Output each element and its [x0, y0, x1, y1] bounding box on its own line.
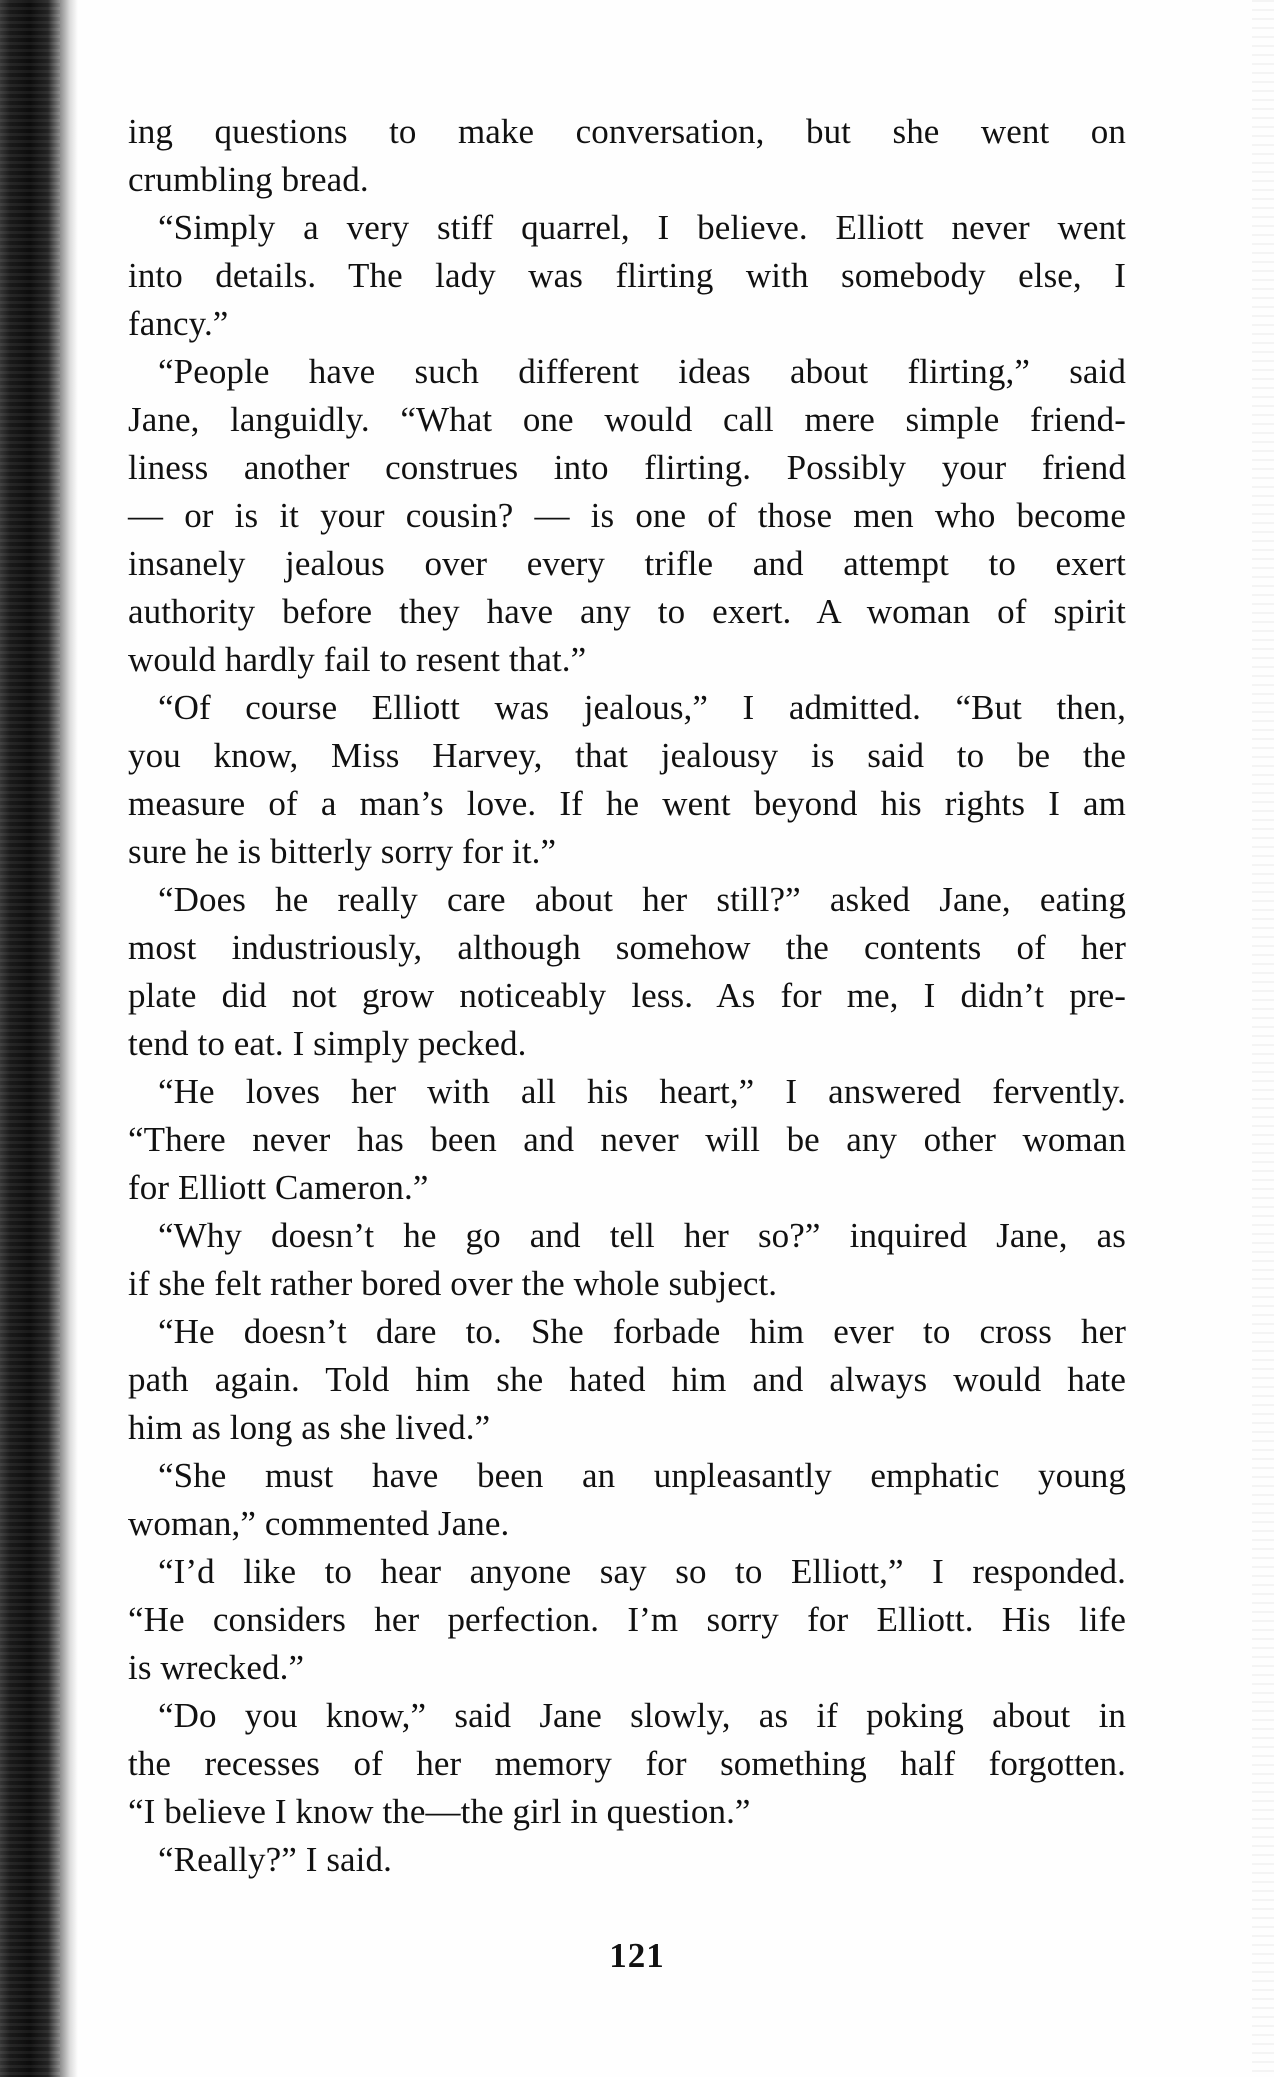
text-line: ing questions to make conversation, but she went on	[128, 112, 1126, 151]
text-line: tend to eat. I simply pecked.	[128, 1024, 527, 1063]
text-line: “Do you know,” said Jane slowly, as if poking about in	[158, 1696, 1126, 1735]
text-line: Jane, languidly. “What one would call mere simple friend-	[128, 400, 1126, 439]
text-line: into details. The lady was flirting with somebody else, I	[128, 256, 1126, 295]
text-line: “There never has been and never will be any other woman	[128, 1120, 1126, 1159]
text-line: is wrecked.”	[128, 1648, 305, 1687]
text-line: “I believe I know the—the girl in question.”	[128, 1792, 751, 1831]
text-line: “Of course Elliott was jealous,” I admitted. “But then,	[158, 688, 1126, 727]
text-line: crumbling bread.	[128, 160, 369, 199]
text-line: “He doesn’t dare to. She forbade him ever to cross her	[158, 1312, 1126, 1351]
text-line: “Simply a very stiff quarrel, I believe. Elliott never went	[158, 208, 1126, 247]
text-line: “He considers her perfection. I’m sorry for Elliott. His life	[128, 1600, 1126, 1639]
text-line: “Does he really care about her still?” asked Jane, eating	[158, 880, 1126, 919]
text-line: “People have such different ideas about flirting,” said	[158, 352, 1126, 391]
page-number: 121	[609, 1936, 665, 1975]
text-line: measure of a man’s love. If he went beyond his rights I am	[128, 784, 1126, 823]
text-line: woman,” commented Jane.	[128, 1504, 510, 1543]
text-line: the recesses of her memory for something half forgotten.	[128, 1744, 1126, 1783]
text-line: him as long as she lived.”	[128, 1408, 491, 1447]
text-line: if she felt rather bored over the whole subject.	[128, 1264, 778, 1303]
text-line: plate did not grow noticeably less. As for me, I didn’t pre-	[128, 976, 1126, 1015]
page-edge	[1252, 0, 1274, 2077]
text-line: “I’d like to hear anyone say so to Elliott,” I responded.	[158, 1552, 1126, 1591]
text-line: path again. Told him she hated him and always would hate	[128, 1360, 1126, 1399]
text-line: insanely jealous over every trifle and attempt to exert	[128, 544, 1126, 583]
text-line: most industriously, although somehow the contents of her	[128, 928, 1126, 967]
body-text	[128, 108, 1126, 1884]
text-line: you know, Miss Harvey, that jealousy is said to be the	[128, 736, 1126, 775]
binding-shadow	[0, 0, 78, 2077]
text-line: for Elliott Cameron.”	[128, 1168, 429, 1207]
text-line: — or is it your cousin? — is one of those men who become	[128, 496, 1126, 535]
text-line: “She must have been an unpleasantly emphatic young	[158, 1456, 1126, 1495]
text-line: would hardly fail to resent that.”	[128, 640, 587, 679]
text-line: “He loves her with all his heart,” I answered fervently.	[158, 1072, 1126, 1111]
text-line: liness another construes into flirting. Possibly your friend	[128, 448, 1126, 487]
text-line: sure he is bitterly sorry for it.”	[128, 832, 557, 871]
text-line: fancy.”	[128, 304, 229, 343]
text-line: “Why doesn’t he go and tell her so?” inquired Jane, as	[158, 1216, 1126, 1255]
text-line: “Really?” I said.	[158, 1840, 392, 1879]
text-line: authority before they have any to exert. A woman of spirit	[128, 592, 1126, 631]
